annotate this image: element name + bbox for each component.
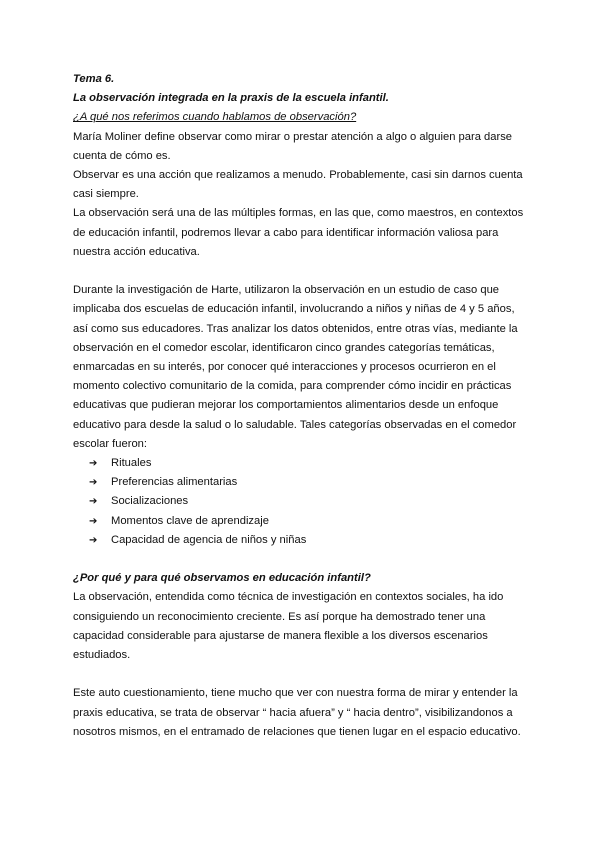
paragraph-self-questioning: Este auto cuestionamiento, tiene mucho que ver con nuestra forma de mirar y entender la praxis educativa, se trata de observar “ hacia afuera” y “ hacia dentro”, visibilizandonos a nosotros mismos, en el entramado de relaciones que tienen lugar en el espacio educativo. bbox=[73, 687, 521, 738]
paragraph-observation-forms: La observación será una de las múltiples formas, en las que, como maestros, en contextos de educación infantil, podremos llevar a cabo para identificar información valiosa para nuestra acción educativa. bbox=[73, 207, 524, 258]
document-page bbox=[73, 70, 525, 742]
arrow-right-icon: ➔ bbox=[89, 496, 98, 508]
arrow-right-icon: ➔ bbox=[89, 477, 98, 489]
category-list bbox=[73, 454, 525, 550]
list-item: ➔ Rituales bbox=[89, 454, 525, 473]
blank-line bbox=[73, 665, 525, 684]
arrow-right-icon: ➔ bbox=[89, 515, 98, 527]
blank-line bbox=[73, 262, 525, 281]
list-item: ➔ Socializaciones bbox=[89, 492, 525, 511]
section-heading: ¿Por qué y para qué observamos en educación infantil? bbox=[73, 572, 371, 585]
paragraph-definition: María Moliner define observar como mirar o prestar atención a algo o alguien para darse cuenta de cómo es. bbox=[73, 130, 513, 162]
arrow-right-icon: ➔ bbox=[89, 458, 98, 470]
topic-number: Tema 6. bbox=[73, 73, 115, 85]
paragraph-technique: La observación, entendida como técnica de investigación en contextos sociales, ha ido consiguiendo un reconocimiento creciente. Es así porque ha demostrado tener una capacidad considerable para ajustarse de manera flexible a los diversos escenarios estudiados. bbox=[73, 591, 504, 662]
section-subtitle: ¿A qué nos referimos cuando hablamos de observación? bbox=[73, 111, 357, 124]
paragraph-observe: Observar es una acción que realizamos a menudo. Probablemente, casi sin darnos cuenta casi siempre. bbox=[73, 169, 523, 201]
list-item: ➔ Capacidad de agencia de niños y niñas bbox=[89, 531, 525, 550]
list-item: ➔ Momentos clave de aprendizaje bbox=[89, 512, 525, 531]
document-title: La observación integrada en la praxis de la escuela infantil. bbox=[73, 92, 389, 105]
paragraph-harte-study: Durante la investigación de Harte, utilizaron la observación en un estudio de caso que implicaba dos escuelas de educación infantil, involucrando a niños y niñas de 4 y 5 años, así como sus educadores. Tras analizar los datos obtenidos, entre otras vías, mediante la observación en el comedor escolar, identificaron cinco grandes categorías temáticas, enmarcadas en su interés, por conocer qué interacciones y procesos ocurrieron en el momento colectivo comunitario de la comida, para comprender cómo incidir en prácticas educativas que pudieran mejorar los comportamientos alimentarios desde un enfoque educativo para desde la salud o lo saludable. Tales categorías observadas en el comedor escolar fueron: bbox=[73, 284, 518, 450]
arrow-right-icon: ➔ bbox=[89, 534, 98, 546]
blank-line bbox=[73, 550, 525, 569]
list-item: ➔ Preferencias alimentarias bbox=[89, 473, 525, 492]
